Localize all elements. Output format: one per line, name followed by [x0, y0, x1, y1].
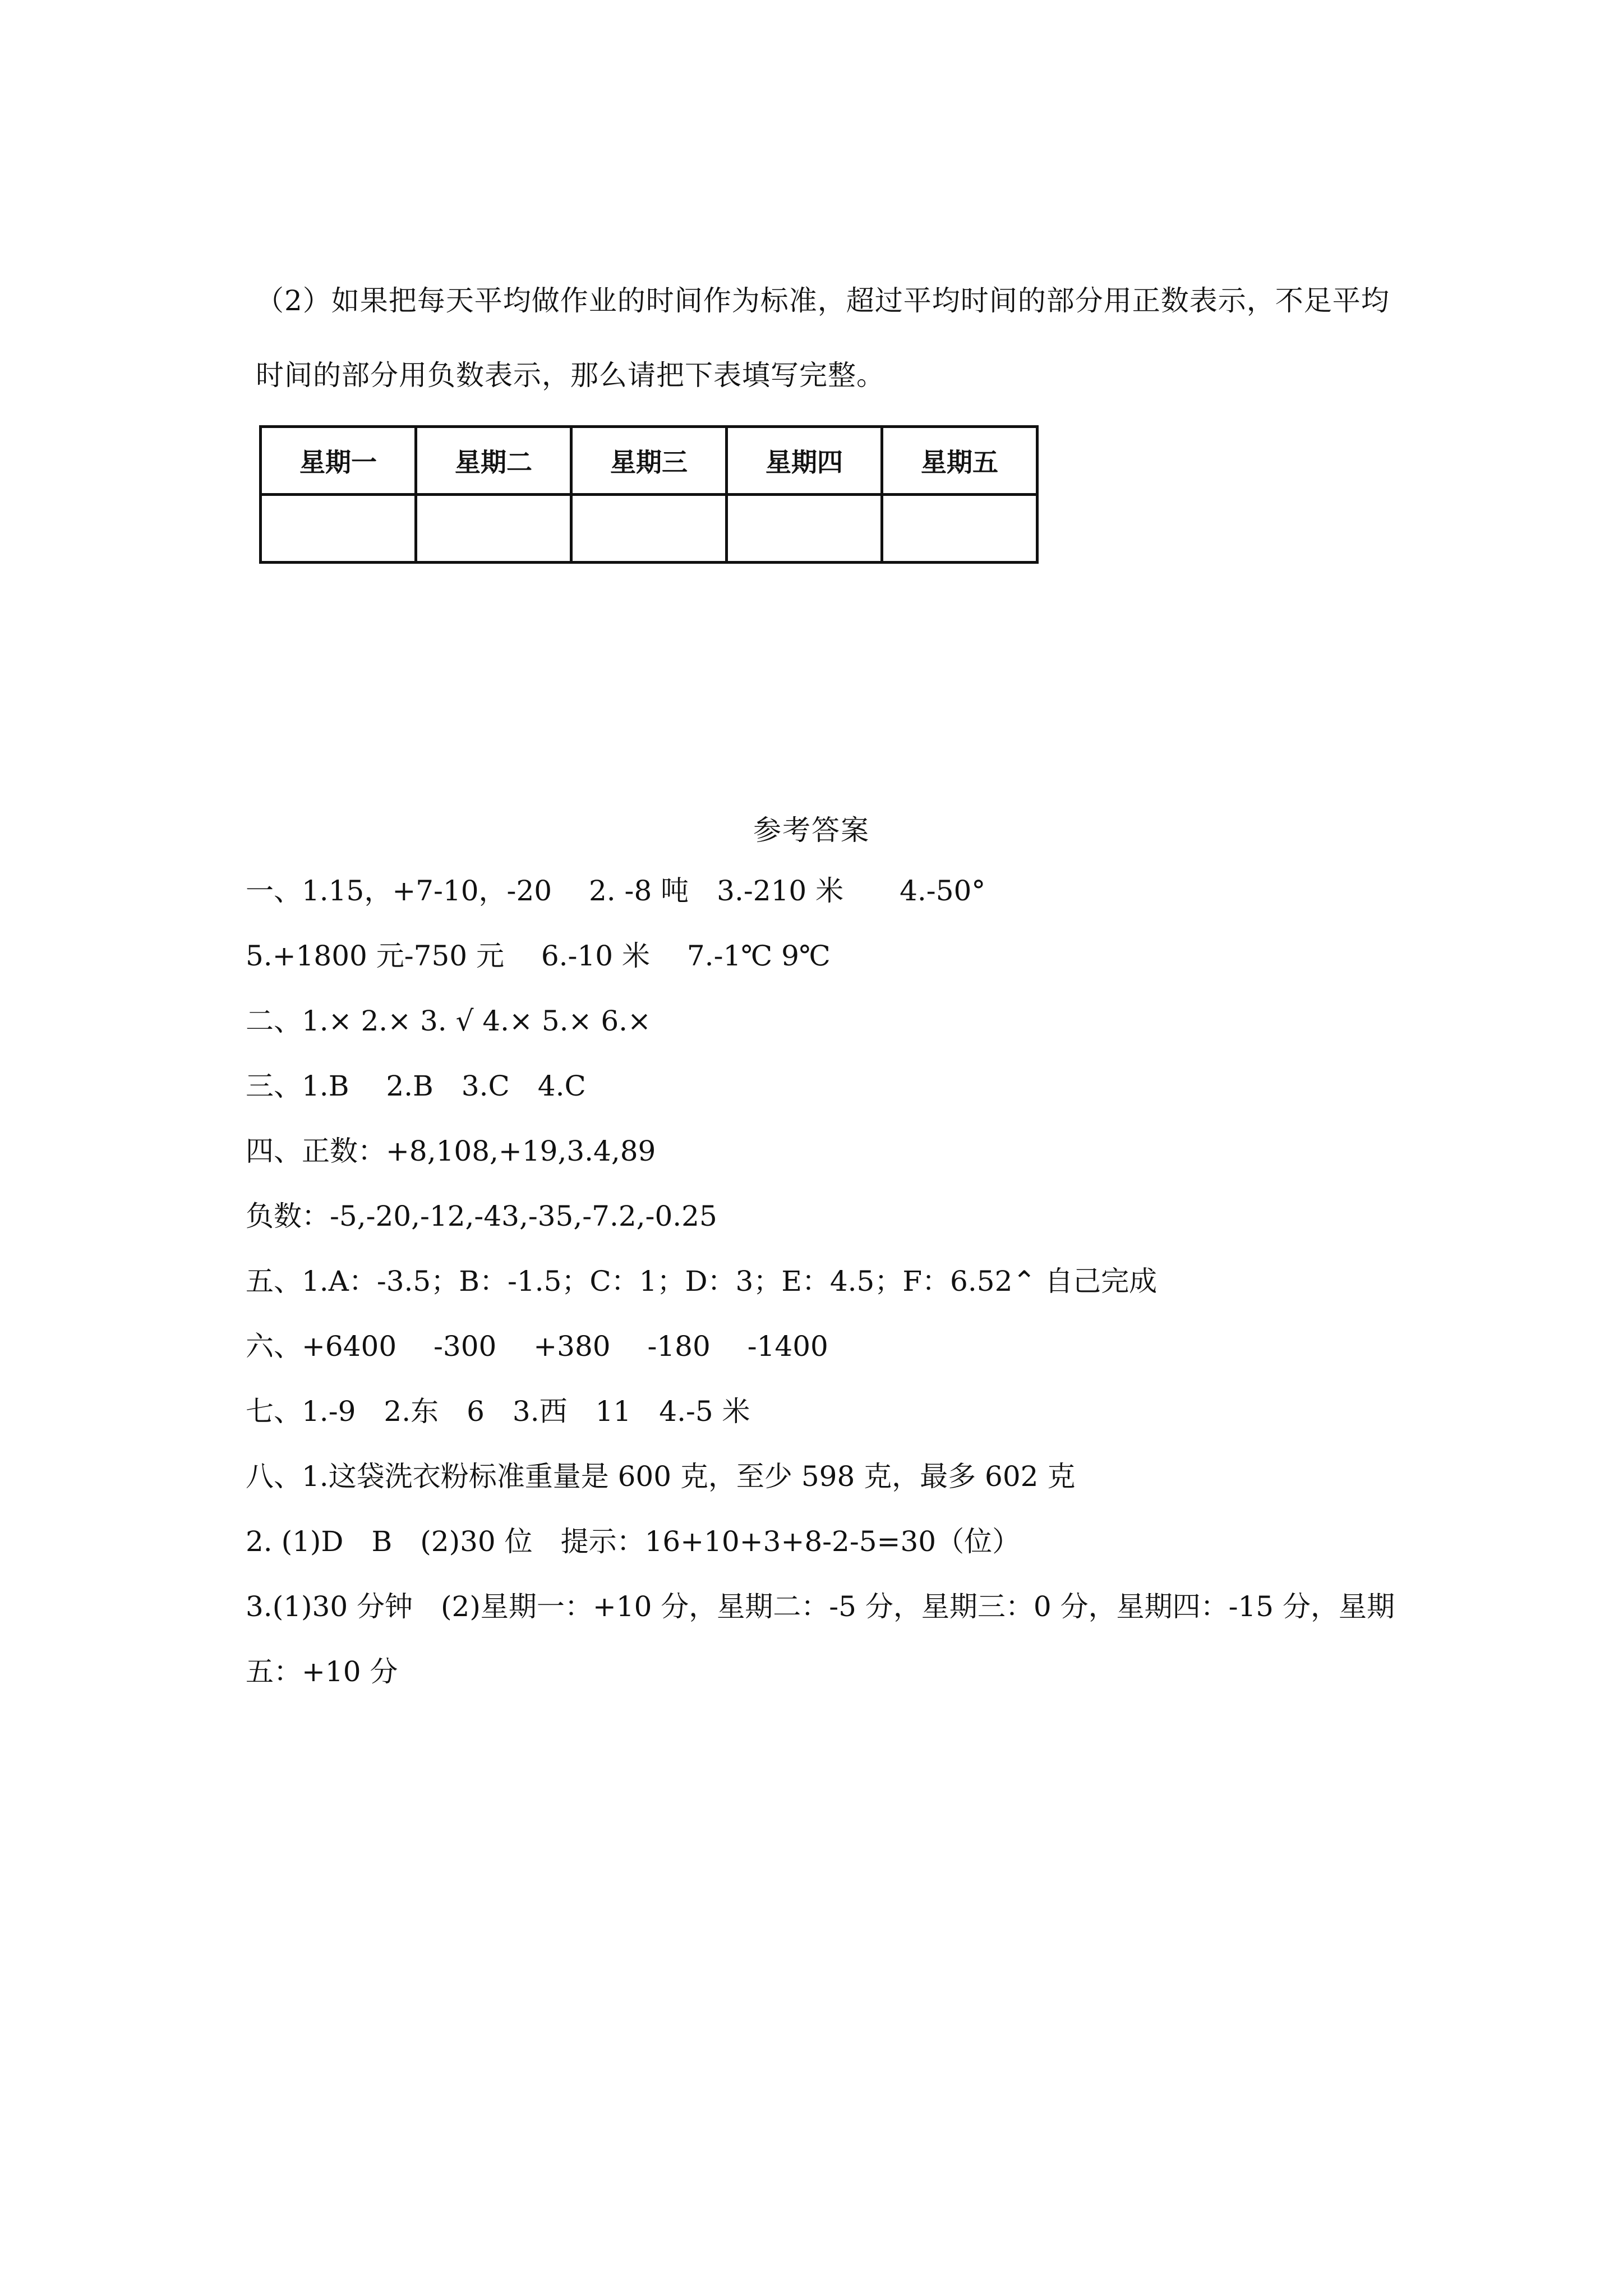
answer-title: 参考答案 [753, 814, 870, 846]
cell-friday[interactable] [882, 495, 1038, 563]
answer-line-2: 5.+1800 元-750 元 6.-10 米 7.-1℃ 9℃ [246, 940, 831, 972]
cell-thursday[interactable] [727, 495, 882, 563]
table-header-row [261, 427, 1038, 495]
header-thursday: 星期四 [727, 427, 882, 495]
header-tuesday: 星期二 [416, 427, 571, 495]
answer-line-6: 负数：-5,-20,-12,-43,-35,-7.2,-0.25 [246, 1200, 717, 1232]
answer-line-8: 六、+6400 -300 +380 -180 -1400 [246, 1330, 828, 1363]
header-monday: 星期一 [261, 427, 416, 495]
answer-line-9: 七、1.-9 2.东 6 3.西 11 4.-5 米 [246, 1395, 750, 1428]
table-answer-row [261, 495, 1038, 563]
header-wednesday: 星期三 [571, 427, 727, 495]
answer-line-1: 一、1.15，+7-10，-20 2. -8 吨 3.-210 米 4.-50° [246, 875, 986, 907]
cell-tuesday[interactable] [416, 495, 571, 563]
answer-line-7: 五、1.A：-3.5；B：-1.5；C：1；D：3；E：4.5；F：6.52⌃ 自己完成 [246, 1265, 1158, 1297]
answer-line-10: 八、1.这袋洗衣粉标准重量是 600 克，至少 598 克，最多 602 克 [246, 1460, 1076, 1493]
answer-line-11: 2. (1)D B (2)30 位 提示：16+10+3+8-2-5=30（位） [246, 1525, 1021, 1558]
answer-line-12: 3.(1)30 分钟 (2)星期一：+10 分，星期二：-5 分，星期三：0 分，星期四：-15 分，星期 [246, 1590, 1395, 1623]
cell-monday[interactable] [261, 495, 416, 563]
answer-line-3: 二、1.× 2.× 3. √ 4.× 5.× 6.× [246, 1005, 651, 1037]
question-text [256, 264, 1400, 413]
cell-wednesday[interactable] [571, 495, 727, 563]
answer-line-13: 五：+10 分 [246, 1655, 398, 1688]
answer-list [246, 858, 1407, 1704]
answer-line-5: 四、正数：+8,108,+19,3.4,89 [246, 1135, 656, 1167]
header-friday: 星期五 [882, 427, 1038, 495]
question-line-1: （2）如果把每天平均做作业的时间作为标准，超过平均时间的部分用正数表示，不足平均 [256, 284, 1390, 317]
weekday-table [259, 425, 1039, 564]
question-line-2: 时间的部分用负数表示，那么请把下表填写完整。 [256, 359, 885, 392]
answer-line-4: 三、1.B 2.B 3.C 4.C [246, 1070, 586, 1102]
